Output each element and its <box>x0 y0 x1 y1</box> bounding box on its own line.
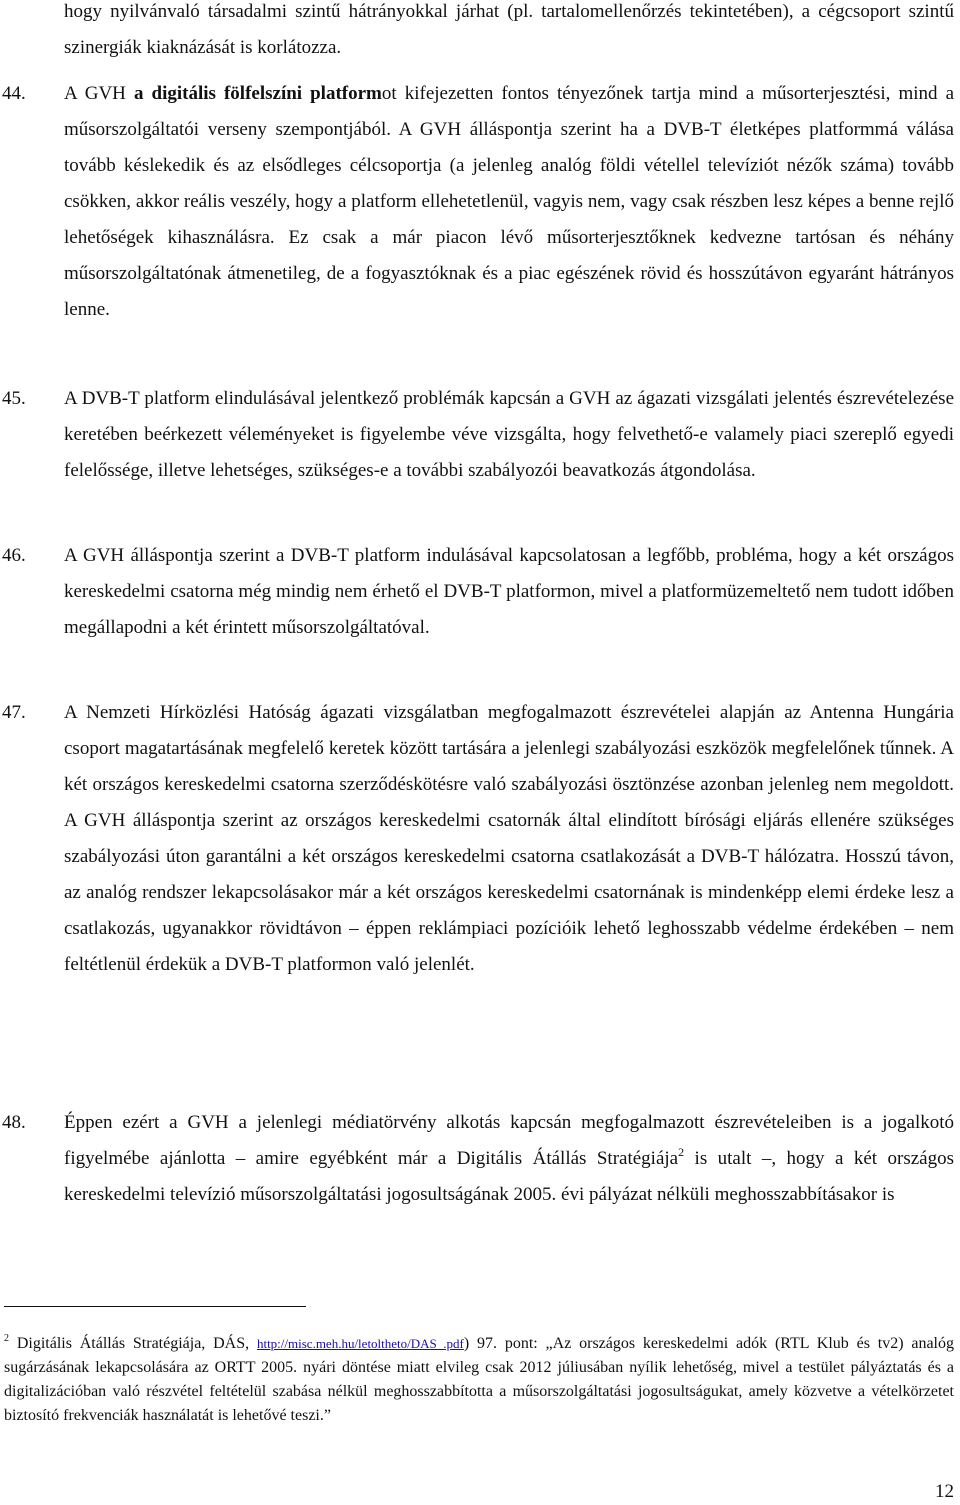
footnote-link[interactable]: http://misc.meh.hu/letoltheto/DAS_.pdf <box>256 1336 464 1351</box>
page-number: 12 <box>935 1481 954 1502</box>
paragraph-body: Éppen ezért a GVH a jelenlegi médiatörvény alkotás kapcsán megfogalmazott észrevételeiben is a jogalkotó figyelmébe ajánlotta – amire egyébként már a Digitális Átállás Stratégiája$^2$ is utalt –, hogy a két országos kereskedelmi televízió műsorszolgáltatási jogosultságának 2005. évi pályázat nélküli meghosszabbításakor is <box>64 1112 954 1205</box>
continuation-text: hogy nyilvánvaló társadalmi szintű hátrányokkal járhat (pl. tartalomellenőrzés tekintetében), a cégcsoport szintű szinergiák kiaknázását is korlátozza. <box>64 1 954 58</box>
paragraph-number: 44. <box>2 83 26 104</box>
footnote-marker: 2 <box>4 1333 9 1344</box>
paragraph-number: 48. <box>2 1112 26 1133</box>
paragraph-number: 45. <box>2 388 26 409</box>
paragraph-body: A DVB-T platform elindulásával jelentkező problémák kapcsán a GVH az ágazati vizsgálati jelentés észrevételezése keretében beérkezett véleményeket is figyelembe véve vizsgálta, hogy felvethető-e valamely piaci szereplő egyedi felelőssége, illetve lehetséges, szükséges-e a további szabályozói beavatkozás átgondolása. <box>64 388 954 481</box>
paragraph-body: A GVH a digitális fölfelszíni platformot kifejezetten fontos tényezőnek tartja mind a műsorterjesztési, mind a műsorszolgáltatói verseny szempontjából. A GVH álláspontja szerint ha a DVB-T életképes platformmá válása tovább késlekedik és az elsődleges célcsoportja (a jelenleg analóg földi vétellel televíziót nézők száma) tovább csökken, akkor reális veszély, hogy a platform ellehetetlenül, vagyis nem, vagy csak részben lesz képes a benne rejlő lehetőségek kihasználásra. Ez csak a már piacon lévő műsorterjesztőknek kedvezne tartósan és néhány műsorszolgáltatónak átmenetileg, de a fogyasztóknak és a piac egészének rövid és hosszútávon egyaránt hátrányos lenne. <box>64 83 955 320</box>
paragraph-number: 46. <box>2 545 26 566</box>
paragraph-number: 47. <box>2 702 26 723</box>
bold-term: a digitális fölfelszíni platform <box>133 83 382 104</box>
footnote-separator <box>4 1306 306 1307</box>
footnote: $^2$ Digitális Átállás Stratégiája, DÁS, http://misc.meh.hu/letoltheto/DAS_.pdf) 97. pont: „Az országos kereskedelmi adók (RTL Klub és tv2) analóg sugárzásának lekapcsolására az ORTT 2005. nyári döntése miatt elvileg csak 2012 júliusában nyílik lehetőség, mivel a testület pályáztatás és a digitalizációban való részvétel feltételül szabása nélkül meghosszabbította a műsorszolgáltatási jogosultságukat, amely közvetve a vételkörzetet biztosító frekvenciák használatát is lehetővé teszi.” <box>4 1333 954 1424</box>
paragraph-body: A GVH álláspontja szerint a DVB-T platform indulásával kapcsolatosan a legfőbb, probléma, hogy a két országos kereskedelmi csatorna még mindig nem érhető el DVB-T platformon, mivel a platformüzemeltető nem tudott időben megállapodni a két érintett műsorszolgáltatóval. <box>64 545 954 638</box>
paragraph-body: A Nemzeti Hírközlési Hatóság ágazati vizsgálatban megfogalmazott észrevételei alapján az Antenna Hungária csoport magatartásának megfelelő keretek között tartására a jelenlegi szabályozási eszközök megfelelőnek tűnnek. A két országos kereskedelmi csatorna szerződéskötésre való szabályozási ösztönzése azonban jelenleg nem megoldott. A GVH álláspontja szerint az országos kereskedelmi csatornák által elindított bírósági eljárás ellenére szükséges szabályozási úton garantálni a két országos kereskedelmi csatorna csatlakozását a DVB-T hálózatra. Hosszú távon, az analóg rendszer lekapcsolásakor már a két országos kereskedelmi csatornának is mindenképp elemi érdeke lesz a csatlakozás, ugyanakkor rövidtávon – éppen reklámpiaci pozícióik lehető leghosszabb védelme érdekében – nem feltétlenül érdekük a DVB-T platformon való jelenlét. <box>64 702 954 975</box>
footnote-reference[interactable]: 2 <box>678 1145 685 1159</box>
